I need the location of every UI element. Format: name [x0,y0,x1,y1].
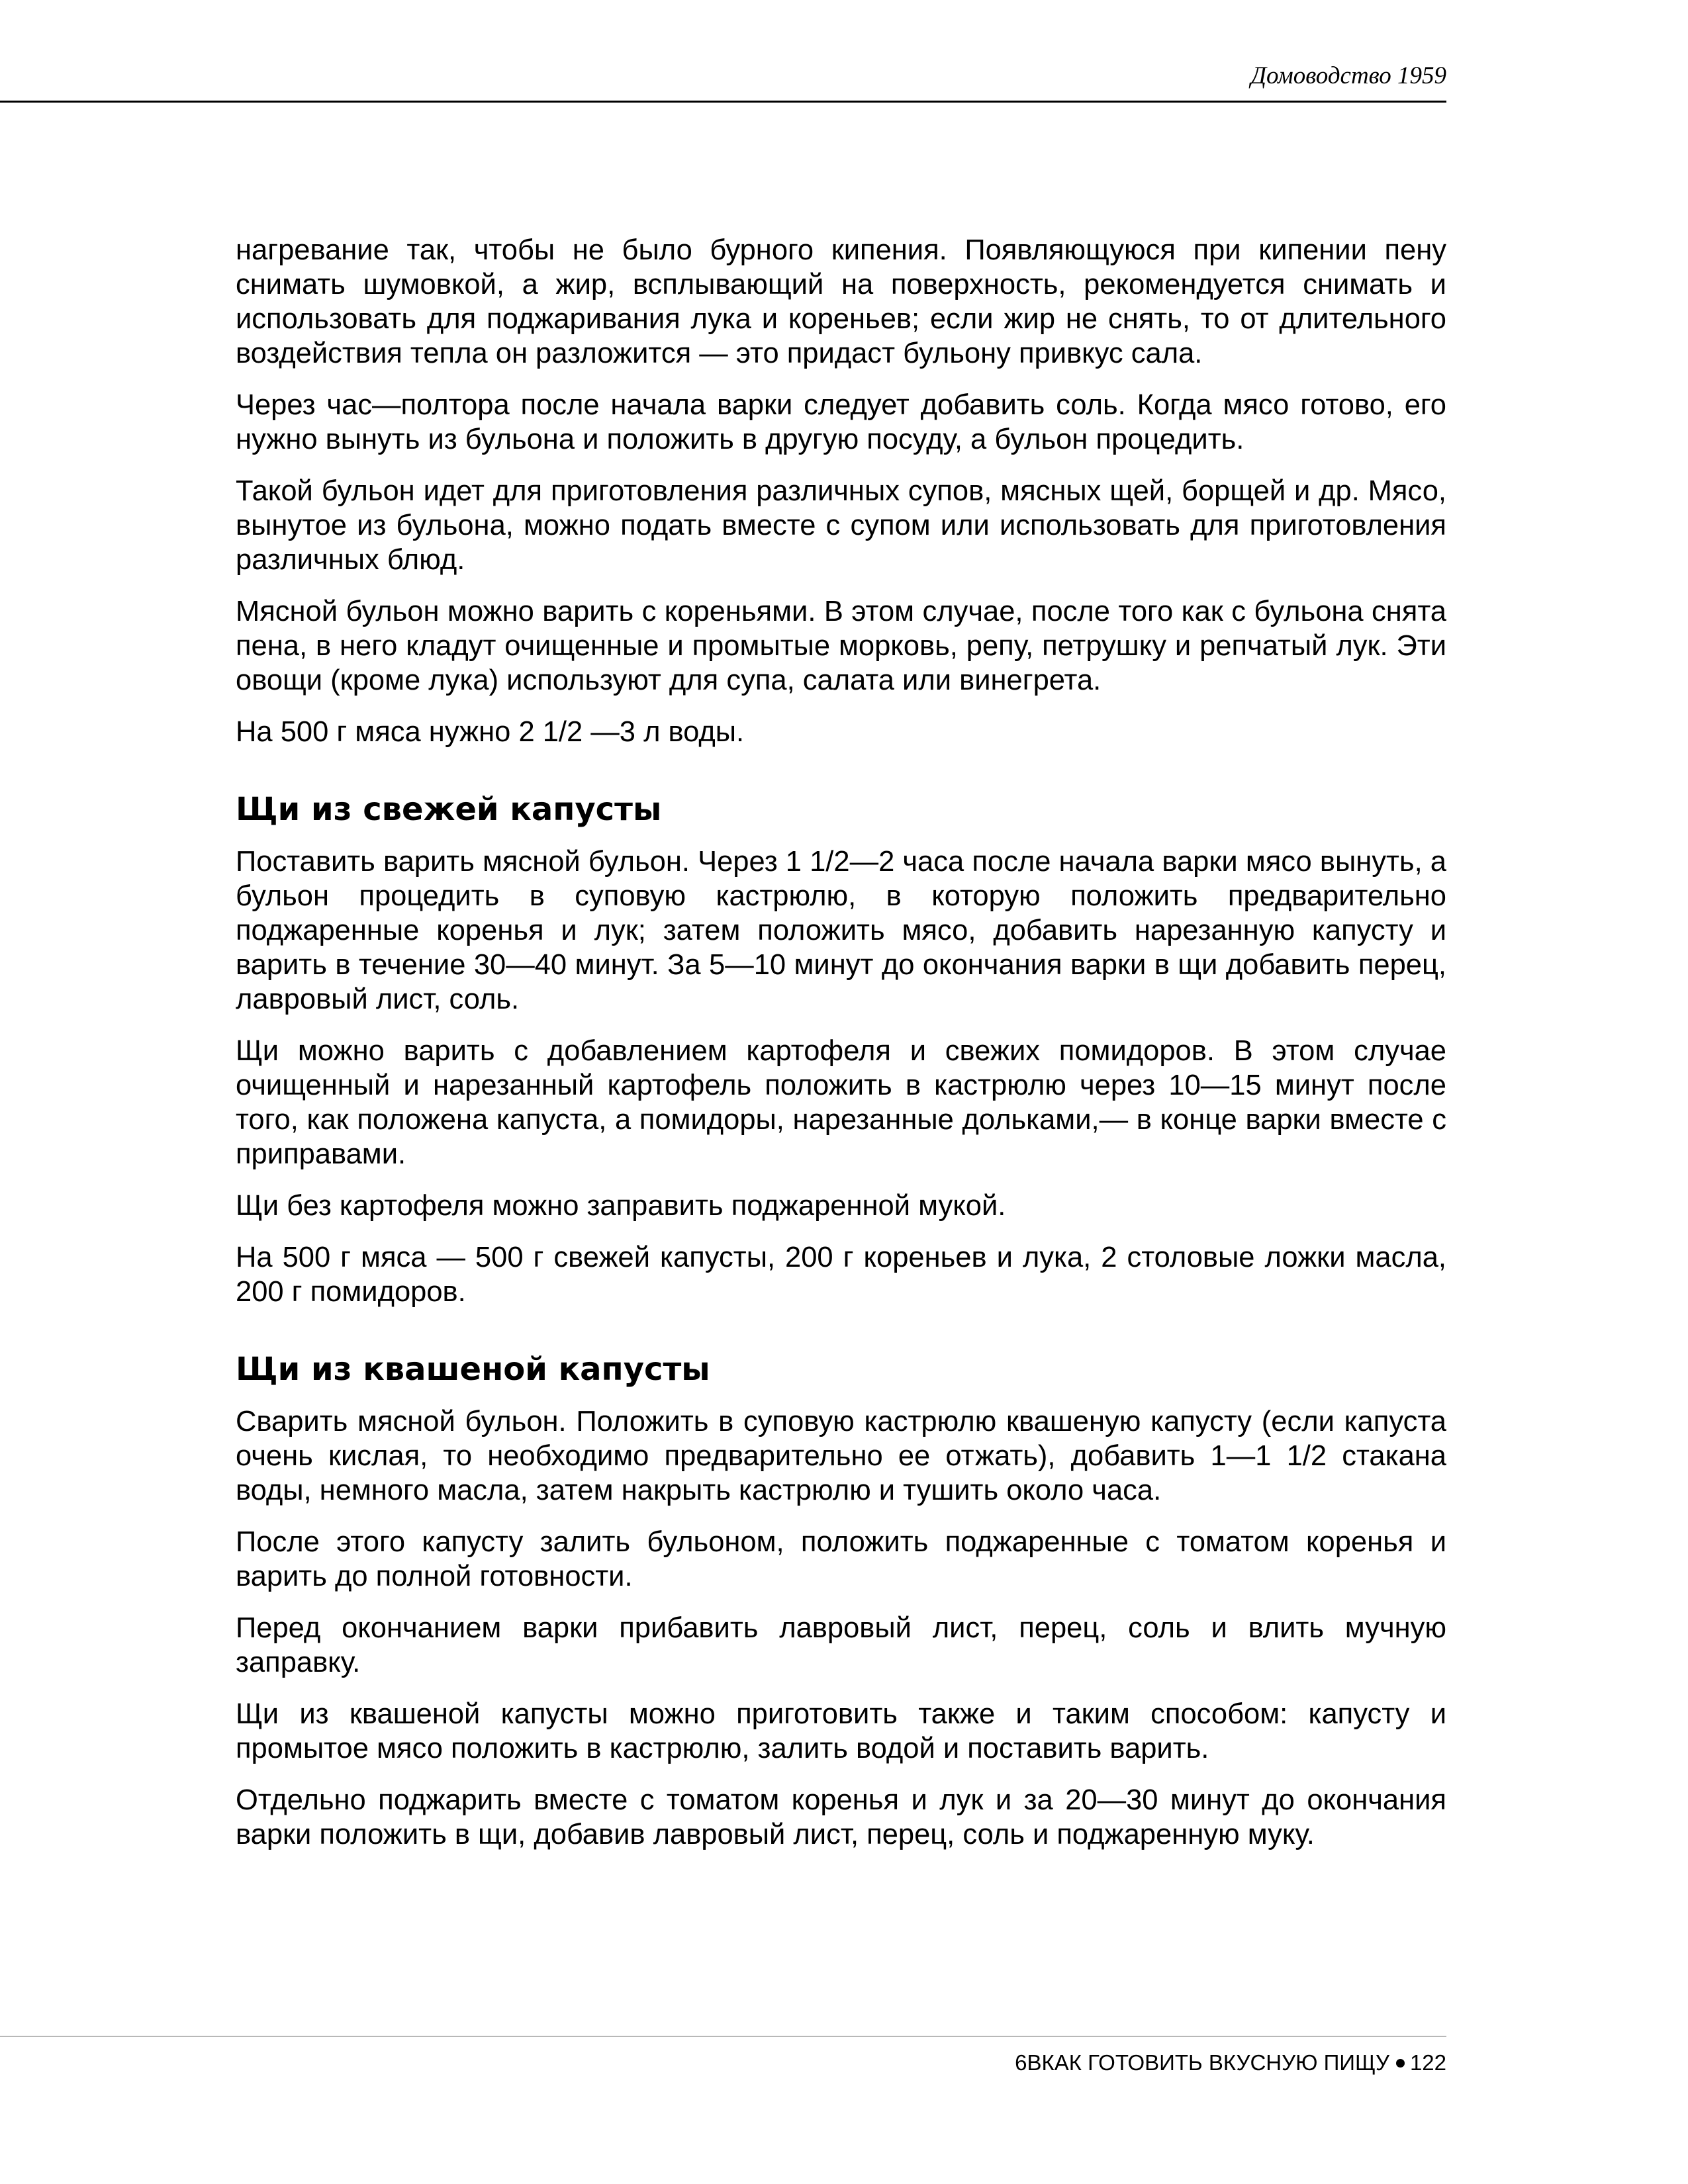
paragraph: Поставить варить мясной бульон. Через 1 1/2—2 часа после начала варки мясо вынуть, а бульон процедить в суповую кастрюлю, в которую положить предварительно поджаренные коренья и лук; затем положить мясо, добавить нарезанную капусту и варить в течение 30—40 минут. За 5—10 минут до окончания варки в щи добавить перец, лавровый лист, соль. [236,846,1446,1015]
paragraph: нагревание так, чтобы не было бурного кипения. Появляющуюся при кипении пену снимать шумовкой, а жир, всплывающий на поверхность, рекомендуется снимать и использовать для поджаривания лука и кореньев; если жир не снять, то от длительного воздействия тепла он разложится — это придаст бульону привкус сала. [236,234,1446,369]
section-meat-broth [236,233,1446,749]
section-heading: Щи из квашеной капусты [236,1351,710,1388]
paragraph: После этого капусту залить бульоном, положить поджаренные с томатом коренья и варить до полной готовности. [236,1526,1446,1592]
bullet-icon [1396,2059,1405,2068]
section-heading: Щи из свежей капусты [236,791,662,828]
page-header [0,0,1446,103]
footer-chapter-title: 6ВКАК ГОТОВИТЬ ВКУСНУЮ ПИЩУ [1015,2050,1389,2075]
section-fresh-cabbage-soup [236,790,1446,1309]
paragraph: Отдельно поджарить вместе с томатом коренья и лук и за 20—30 минут до окончания варки положить в щи, добавив лавровый лист, перец, соль и поджаренную муку. [236,1784,1446,1850]
section-sauerkraut-soup [236,1350,1446,1852]
paragraph: Такой бульон идет для приготовления различных супов, мясных щей, борщей и др. Мясо, вынутое из бульона, можно подать вместе с супом или использовать для приготовления различных блюд. [236,475,1446,576]
paragraph: Щи без картофеля можно заправить поджаренной мукой. [236,1190,1006,1222]
page-content [236,233,1446,1869]
page-footer [0,2036,1446,2075]
paragraph: На 500 г мяса — 500 г свежей капусты, 200 г кореньев и лука, 2 столовые ложки масла, 200 г помидоров. [236,1242,1446,1308]
footer-text [1015,2052,1446,2073]
paragraph: Щи можно варить с добавлением картофеля и свежих помидоров. В этом случае очищенный и нарезанный картофель положить в кастрюлю через 10—15 минут после того, как положена капуста, а помидоры, нарезанные дольками,— в конце варки вместе с приправами. [236,1035,1446,1170]
paragraph: Мясной бульон можно варить с кореньями. В этом случае, после того как с бульона снята пена, в него кладут очищенные и промытые морковь, репу, петрушку и репчатый лук. Эти овощи (кроме лука) используют для супа, салата или винегрета. [236,596,1446,696]
paragraph: На 500 г мяса нужно 2 1/2 —3 л воды. [236,716,745,748]
paragraph: Сварить мясной бульон. Положить в суповую кастрюлю квашеную капусту (если капуста очень кислая, то необходимо предварительно ее отжать), добавить 1—1 1/2 стакана воды, немного масла, затем накрыть кастрюлю и тушить около часа. [236,1406,1446,1506]
paragraph: Через час—полтора после начала варки следует добавить соль. Когда мясо готово, его нужно вынуть из бульона и положить в другую посуду, а бульон процедить. [236,389,1446,455]
paragraph: Щи из квашеной капусты можно приготовить также и таким способом: капусту и промытое мясо положить в кастрюлю, залить водой и поставить варить. [236,1698,1446,1764]
header-title: Домоводство 1959 [1250,62,1446,89]
page-number: 122 [1409,2050,1446,2075]
paragraph: Перед окончанием варки прибавить лавровый лист, перец, соль и влить мучную заправку. [236,1612,1446,1678]
